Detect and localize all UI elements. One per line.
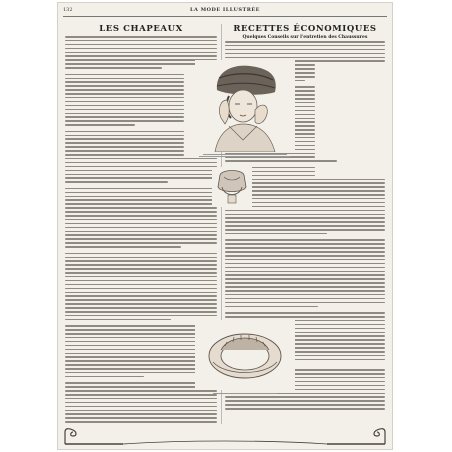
text-line	[225, 45, 385, 47]
text-line	[65, 113, 184, 115]
text-line	[225, 214, 385, 216]
text-line	[65, 174, 217, 176]
text-line	[65, 413, 217, 415]
text-line	[225, 290, 385, 292]
text-line	[225, 217, 385, 219]
text-line	[225, 233, 327, 235]
text-line	[225, 282, 385, 284]
text-line	[225, 239, 385, 241]
text-line	[65, 150, 184, 152]
text-line	[225, 298, 385, 300]
text-line	[65, 257, 217, 259]
text-line	[65, 215, 217, 217]
text-line	[65, 124, 135, 126]
text-line	[225, 302, 385, 304]
text-line	[225, 251, 385, 253]
text-line	[65, 410, 217, 412]
text-line	[65, 398, 217, 400]
page-number: 132	[63, 7, 73, 13]
right-column-heading: RECETTES ÉCONOMIQUES	[233, 24, 377, 34]
text-line	[65, 199, 217, 201]
text-line	[65, 142, 184, 144]
text-line	[225, 271, 385, 273]
text-line	[65, 307, 217, 309]
text-line	[65, 181, 168, 183]
text-line	[225, 210, 385, 212]
text-line	[225, 400, 385, 402]
hat-shape-figure	[212, 167, 252, 207]
text-line	[65, 192, 217, 194]
text-line	[65, 219, 217, 221]
text-line	[65, 260, 217, 262]
text-line	[65, 238, 217, 240]
text-line	[65, 89, 184, 91]
text-line	[65, 421, 217, 423]
text-line	[65, 97, 184, 99]
text-line	[65, 231, 217, 233]
text-line	[65, 67, 162, 69]
bonnet-illustration-figure	[195, 320, 295, 390]
text-line	[225, 312, 385, 314]
text-line	[65, 211, 217, 213]
text-line	[65, 272, 217, 274]
text-line	[65, 154, 184, 156]
text-line	[65, 394, 217, 396]
text-line	[65, 177, 217, 179]
text-line	[225, 247, 385, 249]
text-line	[65, 101, 184, 103]
text-line	[65, 242, 217, 244]
text-line	[65, 78, 184, 80]
text-line	[65, 74, 184, 76]
text-line	[65, 166, 217, 168]
text-line	[225, 229, 385, 231]
text-line	[65, 390, 217, 392]
text-line	[65, 131, 184, 133]
text-line	[65, 295, 217, 297]
text-line	[65, 48, 217, 50]
text-line	[65, 146, 184, 148]
text-line	[225, 49, 385, 51]
text-line	[65, 376, 144, 378]
text-line	[65, 280, 217, 282]
text-line	[65, 292, 217, 294]
page-header	[63, 5, 387, 15]
text-line	[225, 259, 385, 261]
header-rule	[63, 16, 387, 17]
text-line	[225, 316, 385, 318]
text-line	[65, 109, 184, 111]
right-column-subheading: Quelques Conseils sur l'entretien des Chaussures	[242, 35, 368, 40]
text-line	[65, 311, 217, 313]
text-line	[65, 116, 184, 118]
text-line	[65, 85, 184, 87]
text-line	[225, 286, 385, 288]
text-line	[225, 263, 385, 265]
text-line	[225, 41, 385, 43]
text-line	[225, 396, 385, 398]
text-line	[65, 276, 217, 278]
text-line	[65, 264, 217, 266]
text-line	[65, 81, 184, 83]
text-line	[65, 246, 181, 248]
text-line	[65, 36, 217, 38]
text-line	[65, 299, 217, 301]
decorative-border-ornament	[63, 426, 387, 446]
text-line	[225, 225, 385, 227]
text-line	[65, 52, 217, 54]
text-line	[65, 93, 184, 95]
text-line	[65, 406, 217, 408]
text-line	[65, 234, 217, 236]
text-line	[65, 284, 217, 286]
text-line	[65, 138, 184, 140]
magazine-title: LA MODE ILLUSTRÉE	[190, 7, 260, 13]
hat-illustration-figure	[195, 60, 295, 152]
text-line	[65, 170, 217, 172]
text-line	[225, 306, 318, 308]
text-line	[65, 315, 217, 317]
figure-caption-1	[195, 153, 295, 158]
text-line	[65, 402, 217, 404]
text-line	[225, 53, 385, 55]
text-line	[225, 274, 385, 276]
page-sheet	[57, 2, 393, 450]
text-line	[225, 278, 385, 280]
text-line	[65, 158, 217, 160]
text-line	[225, 408, 385, 410]
text-line	[65, 120, 184, 122]
text-line	[65, 268, 217, 270]
text-line	[65, 196, 217, 198]
text-line	[65, 188, 217, 190]
text-line	[65, 44, 217, 46]
text-line	[65, 303, 217, 305]
text-line	[225, 294, 385, 296]
text-line	[65, 55, 217, 57]
text-line	[65, 40, 217, 42]
text-line	[225, 267, 385, 269]
text-line	[65, 207, 217, 209]
text-line	[65, 288, 217, 290]
text-line	[65, 417, 217, 419]
text-line	[225, 221, 385, 223]
text-line	[65, 162, 217, 164]
text-line	[225, 255, 385, 257]
text-line	[225, 57, 385, 59]
text-line	[65, 319, 171, 321]
text-line	[65, 105, 184, 107]
text-line	[65, 253, 217, 255]
text-line	[65, 203, 217, 205]
text-line	[225, 404, 385, 406]
text-line	[225, 243, 385, 245]
figure-caption-3	[207, 392, 283, 395]
text-line	[65, 223, 217, 225]
text-line	[65, 227, 217, 229]
text-line	[225, 160, 337, 162]
text-line	[65, 135, 184, 137]
left-column-heading: LES CHAPEAUX	[99, 24, 183, 34]
